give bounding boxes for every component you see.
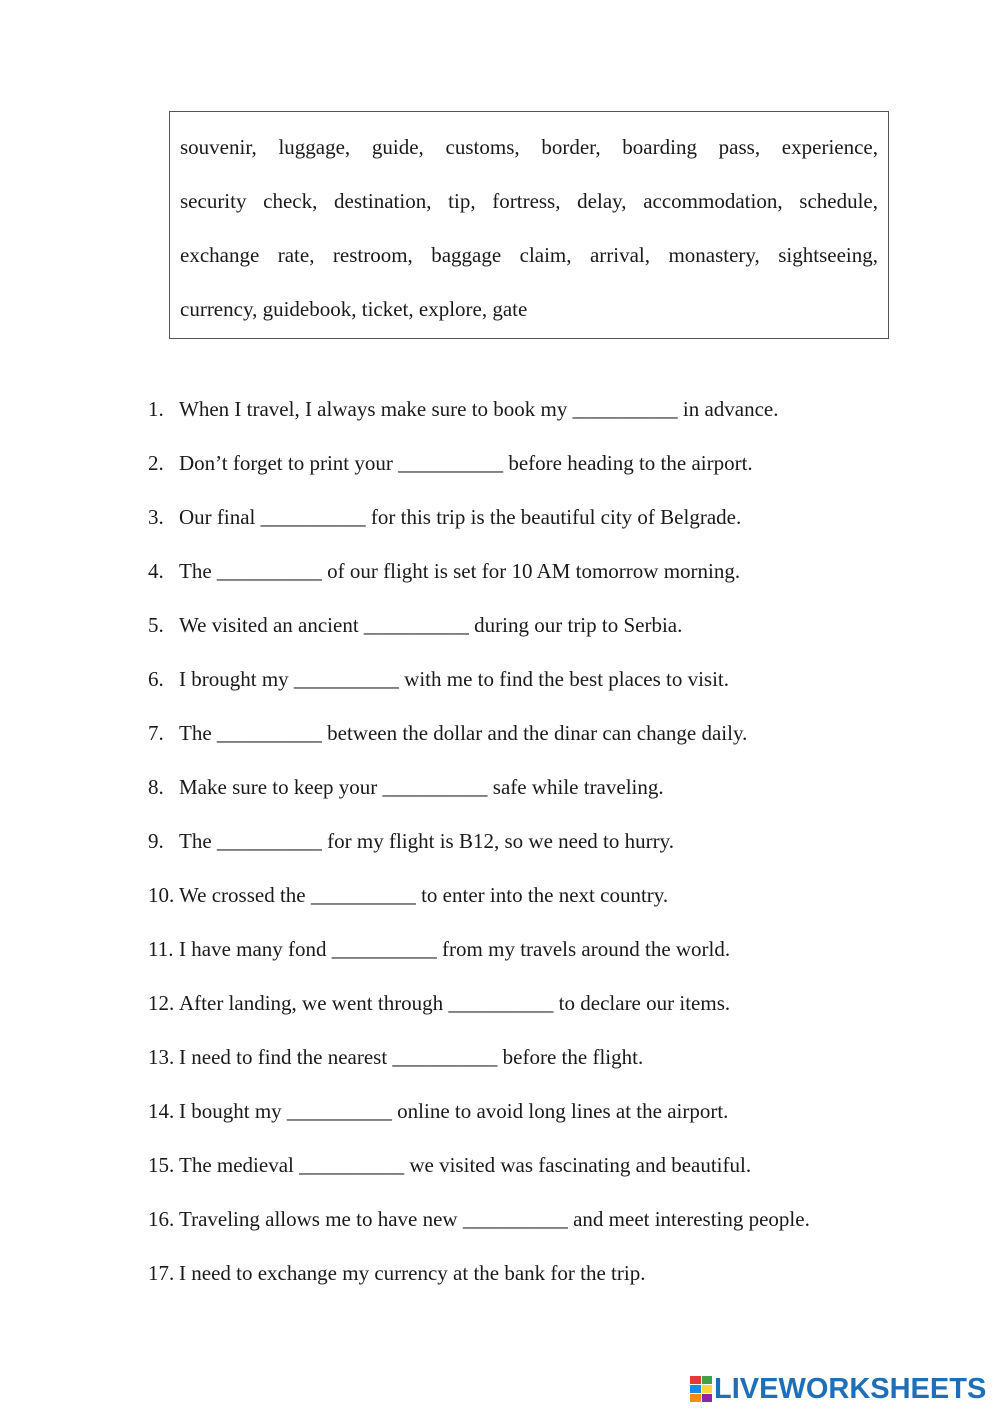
question-item — [148, 706, 908, 760]
question-number: 10. — [148, 883, 175, 907]
question-number: 13. — [148, 1045, 175, 1069]
logo-square — [702, 1385, 713, 1393]
question-item — [148, 436, 908, 490]
word-bank-line: security check, destination, tip, fortress, delay, accommodation, schedule, — [180, 189, 878, 213]
question-item — [148, 652, 908, 706]
liveworksheets-brand-text: LIVEWORKSHEETS — [714, 1372, 987, 1405]
word-bank-line: exchange rate, restroom, baggage claim, arrival, monastery, sightseeing, — [180, 243, 878, 267]
question-item — [148, 490, 908, 544]
question-item — [148, 544, 908, 598]
question-text: The medieval __________ we visited was fascinating and beautiful. — [179, 1153, 752, 1177]
question-text: Make sure to keep your __________ safe while traveling. — [179, 775, 664, 799]
question-item — [148, 922, 908, 976]
question-text: I brought my __________ with me to find the best places to visit. — [179, 667, 730, 691]
word-bank-line: currency, guidebook, ticket, explore, gate — [180, 297, 528, 321]
logo-square — [702, 1394, 713, 1402]
question-item — [148, 1246, 908, 1300]
question-number: 7. — [148, 721, 164, 745]
question-number: 12. — [148, 991, 175, 1015]
question-item — [148, 814, 908, 868]
question-text: I bought my __________ online to avoid long lines at the airport. — [179, 1099, 729, 1123]
question-number: 6. — [148, 667, 164, 691]
question-text: After landing, we went through __________ to declare our items. — [179, 991, 731, 1015]
question-item — [148, 1084, 908, 1138]
question-number: 1. — [148, 397, 164, 421]
question-text: Traveling allows me to have new __________ and meet interesting people. — [179, 1207, 810, 1231]
question-number: 2. — [148, 451, 164, 475]
word-bank-box — [169, 111, 889, 339]
question-text: The __________ of our flight is set for 10 AM tomorrow morning. — [179, 559, 741, 583]
question-number: 4. — [148, 559, 164, 583]
question-item — [148, 598, 908, 652]
question-number: 17. — [148, 1261, 175, 1285]
question-number: 15. — [148, 1153, 175, 1177]
question-number: 8. — [148, 775, 164, 799]
question-item — [148, 976, 908, 1030]
question-text: I need to exchange my currency at the bank for the trip. — [179, 1261, 646, 1285]
question-text: Don’t forget to print your __________ before heading to the airport. — [179, 451, 753, 475]
question-number: 11. — [148, 937, 174, 961]
question-text: We crossed the __________ to enter into the next country. — [179, 883, 669, 907]
question-number: 9. — [148, 829, 164, 853]
question-item — [148, 1030, 908, 1084]
logo-square — [702, 1376, 713, 1384]
question-item — [148, 868, 908, 922]
question-text: The __________ between the dollar and the dinar can change daily. — [179, 721, 748, 745]
question-text: The __________ for my flight is B12, so we need to hurry. — [179, 829, 674, 853]
logo-square — [690, 1394, 701, 1402]
question-text: I have many fond __________ from my travels around the world. — [179, 937, 731, 961]
logo-square — [690, 1385, 701, 1393]
question-text: We visited an ancient __________ during our trip to Serbia. — [179, 613, 683, 637]
question-number: 5. — [148, 613, 164, 637]
question-list — [148, 382, 908, 1300]
word-bank-line: souvenir, luggage, guide, customs, border, boarding pass, experience, — [180, 135, 878, 159]
question-text: When I travel, I always make sure to book my __________ in advance. — [179, 397, 779, 421]
question-item — [148, 760, 908, 814]
liveworksheets-logo-icon — [690, 1376, 712, 1402]
liveworksheets-logo — [690, 1374, 986, 1404]
question-number: 3. — [148, 505, 164, 529]
question-item — [148, 1138, 908, 1192]
question-text: Our final __________ for this trip is the beautiful city of Belgrade. — [179, 505, 742, 529]
question-item — [148, 1192, 908, 1246]
question-number: 14. — [148, 1099, 175, 1123]
logo-square — [690, 1376, 701, 1384]
question-number: 16. — [148, 1207, 175, 1231]
question-item — [148, 382, 908, 436]
question-text: I need to find the nearest __________ before the flight. — [179, 1045, 644, 1069]
